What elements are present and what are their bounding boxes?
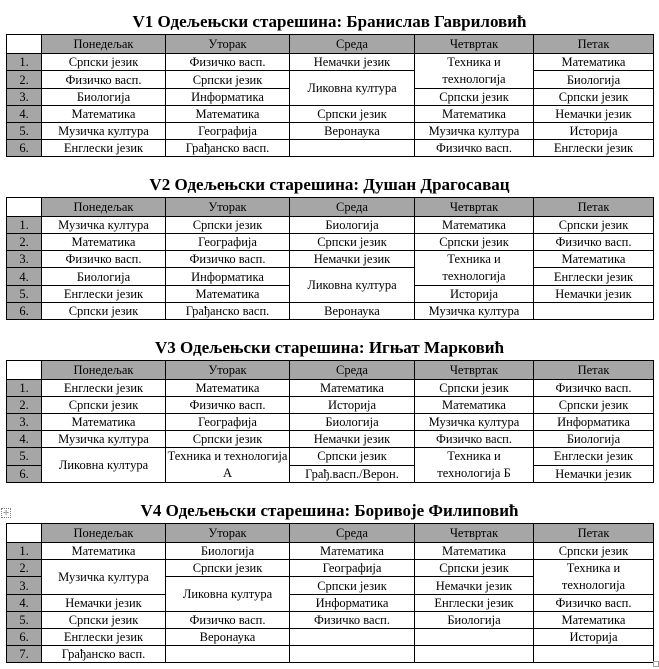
period-number: 5.: [7, 286, 42, 303]
lesson-cell: Енглески језик: [42, 380, 166, 397]
period-number: 3.: [7, 251, 42, 268]
lesson-cell: Немачки језик: [534, 286, 654, 303]
day-header: Среда: [290, 524, 415, 543]
period-number: 2.: [7, 71, 42, 89]
lesson-cell: Математика: [166, 380, 290, 397]
lesson-cell: Ликовна култура: [290, 71, 415, 106]
lesson-cell: Физичко васп.: [166, 612, 290, 629]
lesson-cell: Музичка култура: [42, 431, 166, 448]
lesson-cell: Музичка култура: [42, 217, 166, 234]
lesson-cell: Математика: [166, 286, 290, 303]
lesson-cell: Српски језик: [415, 560, 534, 577]
lesson-cell: Немачки језик: [534, 106, 654, 123]
day-header: Среда: [290, 198, 415, 217]
lesson-cell: Енглески језик: [534, 140, 654, 157]
lesson-cell: Математика: [42, 414, 166, 431]
lesson-cell: Математика: [415, 397, 534, 414]
lesson-cell: Историја: [534, 123, 654, 140]
period-number: 2.: [7, 397, 42, 414]
class-title: V2 Одељењски старешина: Душан Драгосавац: [149, 175, 510, 194]
period-number: 1.: [7, 217, 42, 234]
lesson-cell: Математика: [290, 380, 415, 397]
lesson-cell: Српски језик: [534, 217, 654, 234]
lesson-cell: Математика: [42, 106, 166, 123]
period-number: 4.: [7, 431, 42, 448]
lesson-cell: Српски језик: [290, 577, 415, 595]
period-number: 6.: [7, 629, 42, 646]
period-number: 3.: [7, 414, 42, 431]
period-number: 1.: [7, 543, 42, 560]
lesson-cell: Енглески језик: [415, 595, 534, 612]
lesson-cell: Музичка култура: [415, 123, 534, 140]
lesson-cell: Математика: [166, 106, 290, 123]
lesson-cell: Српски језик: [290, 106, 415, 123]
header-corner: [7, 35, 42, 54]
lesson-cell: Географија: [290, 560, 415, 577]
lesson-cell: Српски језик: [415, 380, 534, 397]
lesson-cell: Физичко васп.: [415, 140, 534, 157]
day-header: Четвртак: [415, 524, 534, 543]
period-number: 5.: [7, 448, 42, 466]
lesson-cell: Географија: [166, 123, 290, 140]
period-number: 7.: [7, 646, 42, 663]
day-header: Понедељак: [42, 524, 166, 543]
lesson-cell: Енглески језик: [42, 286, 166, 303]
period-number: 5.: [7, 123, 42, 140]
lesson-cell: Енглески језик: [42, 140, 166, 157]
lesson-cell: Српски језик: [42, 397, 166, 414]
lesson-cell: Српски језик: [290, 234, 415, 251]
lesson-cell: Енглески језик: [534, 448, 654, 466]
lesson-cell: Географија: [166, 414, 290, 431]
lesson-cell: Физичко васп.: [166, 54, 290, 71]
lesson-cell: [534, 646, 654, 663]
lesson-cell: Музичка култура: [42, 123, 166, 140]
lesson-cell: Грађанско васп.: [42, 646, 166, 663]
lesson-cell: [166, 646, 290, 663]
lesson-cell: Немачки језик: [290, 431, 415, 448]
day-header: Среда: [290, 361, 415, 380]
lesson-cell: Физичко васп.: [42, 71, 166, 89]
lesson-cell: Техника и технологија: [415, 251, 534, 286]
period-number: 1.: [7, 380, 42, 397]
lesson-cell: Математика: [534, 54, 654, 71]
lesson-cell: Српски језик: [166, 431, 290, 448]
cell-end-marker: [653, 661, 659, 667]
lesson-cell: [290, 629, 415, 646]
period-number: 6.: [7, 140, 42, 157]
period-number: 4.: [7, 106, 42, 123]
lesson-cell: Физичко васп.: [166, 397, 290, 414]
day-header: Петак: [534, 198, 654, 217]
lesson-cell: Математика: [534, 251, 654, 268]
lesson-cell: Биологија: [42, 268, 166, 286]
class-title: V4 Одељењски старешина: Боривоје Филиповић: [140, 501, 519, 520]
lesson-cell: Ликовна култура: [166, 577, 290, 612]
lesson-cell: Музичка култура: [42, 560, 166, 595]
lesson-cell: [534, 303, 654, 320]
lesson-cell: Грађанско васп.: [166, 140, 290, 157]
lesson-cell: Веронаука: [166, 629, 290, 646]
period-number: 1.: [7, 54, 42, 71]
schedule-table: [6, 34, 654, 157]
day-header: Петак: [534, 35, 654, 54]
day-header: Четвртак: [415, 198, 534, 217]
lesson-cell: Физичко васп.: [534, 595, 654, 612]
day-header: Петак: [534, 361, 654, 380]
lesson-cell: Српски језик: [534, 89, 654, 106]
lesson-cell: Физичко васп.: [42, 251, 166, 268]
lesson-cell: Математика: [290, 543, 415, 560]
lesson-cell: Немачки језик: [42, 595, 166, 612]
lesson-cell: Српски језик: [290, 448, 415, 466]
lesson-cell: Грађанско васп.: [166, 303, 290, 320]
lesson-cell: [290, 140, 415, 157]
lesson-cell: Српски језик: [166, 217, 290, 234]
lesson-cell: Математика: [415, 543, 534, 560]
lesson-cell: Физичко васп.: [166, 251, 290, 268]
lesson-cell: Физичко васп.: [415, 431, 534, 448]
period-number: 3.: [7, 89, 42, 106]
lesson-cell: Музичка култура: [415, 303, 534, 320]
day-header: Четвртак: [415, 361, 534, 380]
lesson-cell: Немачки језик: [534, 465, 654, 483]
lesson-cell: Ликовна култура: [42, 448, 166, 483]
lesson-cell: Српски језик: [534, 397, 654, 414]
lesson-cell: [415, 646, 534, 663]
lesson-cell: Српски језик: [534, 543, 654, 560]
lesson-cell: Техника и технологија: [534, 560, 654, 595]
lesson-cell: Српски језик: [415, 89, 534, 106]
lesson-cell: Информатика: [290, 595, 415, 612]
period-number: 2.: [7, 234, 42, 251]
lesson-cell: Енглески језик: [534, 268, 654, 286]
lesson-cell: Биологија: [166, 543, 290, 560]
day-header: Понедељак: [42, 361, 166, 380]
lesson-cell: Историја: [534, 629, 654, 646]
day-header: Уторак: [166, 524, 290, 543]
lesson-cell: Историја: [290, 397, 415, 414]
lesson-cell: [290, 646, 415, 663]
lesson-cell: Веронаука: [290, 303, 415, 320]
lesson-cell: Српски језик: [415, 234, 534, 251]
header-corner: [7, 524, 42, 543]
schedule-table: [6, 360, 654, 483]
period-number: 6.: [7, 303, 42, 320]
header-corner: [7, 361, 42, 380]
lesson-cell: [415, 629, 534, 646]
lesson-cell: Техника и технологија: [415, 54, 534, 89]
lesson-cell: Информатика: [166, 89, 290, 106]
day-header: Петак: [534, 524, 654, 543]
lesson-cell: Физичко васп.: [534, 380, 654, 397]
lesson-cell: Биологија: [534, 71, 654, 89]
lesson-cell: Музичка култура: [415, 414, 534, 431]
period-number: 4.: [7, 268, 42, 286]
day-header: Уторак: [166, 198, 290, 217]
day-header: Понедељак: [42, 35, 166, 54]
day-header: Уторак: [166, 35, 290, 54]
lesson-cell: Физичко васп.: [290, 612, 415, 629]
period-number: 2.: [7, 560, 42, 577]
class-title: V1 Одељењски старешина: Бранислав Гавриловић: [132, 12, 527, 31]
lesson-cell: Физичко васп.: [534, 234, 654, 251]
lesson-cell: Историја: [415, 286, 534, 303]
lesson-cell: Биологија: [290, 217, 415, 234]
lesson-cell: Српски језик: [166, 560, 290, 577]
schedule-table: [6, 197, 654, 320]
lesson-cell: Српски језик: [42, 54, 166, 71]
schedule-table: [6, 523, 654, 663]
period-number: 6.: [7, 465, 42, 483]
lesson-cell: Математика: [415, 106, 534, 123]
lesson-cell: Немачки језик: [290, 251, 415, 268]
lesson-cell: Ликовна култура: [290, 268, 415, 303]
lesson-cell: Биологија: [42, 89, 166, 106]
lesson-cell: Техника и технологија А: [166, 448, 290, 483]
period-number: 5.: [7, 612, 42, 629]
lesson-cell: Информатика: [166, 268, 290, 286]
lesson-cell: Биологија: [290, 414, 415, 431]
lesson-cell: Математика: [415, 217, 534, 234]
lesson-cell: Биологија: [415, 612, 534, 629]
lesson-cell: Математика: [42, 543, 166, 560]
lesson-cell: Информатика: [534, 414, 654, 431]
day-header: Четвртак: [415, 35, 534, 54]
lesson-cell: Српски језик: [42, 303, 166, 320]
lesson-cell: Грађ.васп./Верон.: [290, 465, 415, 483]
lesson-cell: Географија: [166, 234, 290, 251]
lesson-cell: Техника и технологија Б: [415, 448, 534, 483]
table-move-handle-icon[interactable]: ✛: [1, 508, 11, 518]
lesson-cell: Српски језик: [42, 612, 166, 629]
period-number: 4.: [7, 595, 42, 612]
day-header: Понедељак: [42, 198, 166, 217]
lesson-cell: Веронаука: [290, 123, 415, 140]
day-header: Уторак: [166, 361, 290, 380]
header-corner: [7, 198, 42, 217]
lesson-cell: Немачки језик: [290, 54, 415, 71]
lesson-cell: Математика: [534, 612, 654, 629]
lesson-cell: Биологија: [534, 431, 654, 448]
class-title: V3 Одељењски старешина: Игњат Марковић: [154, 338, 505, 357]
lesson-cell: Немачки језик: [415, 577, 534, 595]
lesson-cell: Енглески језик: [42, 629, 166, 646]
day-header: Среда: [290, 35, 415, 54]
lesson-cell: Математика: [42, 234, 166, 251]
lesson-cell: Српски језик: [166, 71, 290, 89]
period-number: 3.: [7, 577, 42, 595]
